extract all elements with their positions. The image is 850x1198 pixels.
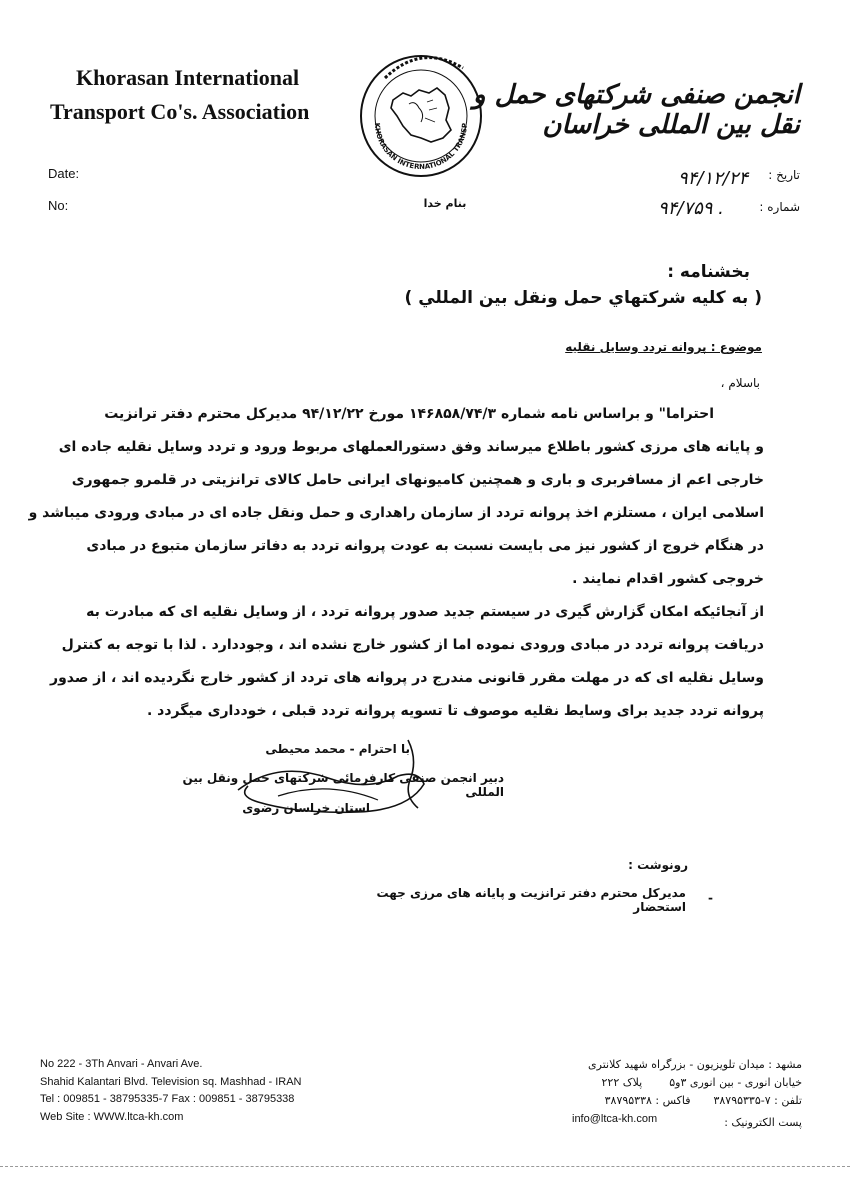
cc-label: رونوشت : [628, 858, 688, 872]
footer-fa-address2: خیابان انوری - بین انوری ۳و۵ [669, 1076, 802, 1089]
seal-text: KHORASAN INTERNATIONAL TRANSP [372, 122, 470, 172]
org-name-fa: انجمن صنفی شرکتهای حمل و نقل بین المللی خراسان [473, 80, 800, 140]
footer-en [40, 1056, 302, 1126]
footer-fa-address1: مشهد : میدان تلویزیون - بزرگراه شهید کلانتری [588, 1058, 802, 1071]
no-label-fa: شماره : [759, 200, 800, 214]
date-value: ۹۴/۱۲/۲۴ [678, 168, 749, 189]
signature-title: دبیر انجمن صنفی کارفرمائی شرکتهای حمل ونقل بین المللی [182, 771, 504, 799]
scan-edge-line [0, 1166, 850, 1168]
signature-closing: با احترام - محمد محیطی [265, 742, 410, 756]
body-line: خارجی اعم از مسافربری و باری و همچنین کامیونهای ایرانی حامل کالای ترانزیتی در قلمرو جمهوری [71, 472, 764, 488]
footer-fa-phone: ۷-۳۸۷۹۵۳۳۵ [713, 1094, 771, 1107]
footer-address-line1: No 222 - 3Th Anvari - Anvari Ave. [40, 1058, 203, 1070]
body-line: از آنجائیکه امکان گزارش گیری در سیستم جدید صدور پروانه تردد ، از وسایل نقلیه ای که مبادرت به [86, 604, 764, 620]
footer-fa-fax-label: فاکس : [651, 1094, 691, 1107]
letter-type: بخشنامه : [667, 262, 750, 282]
bismillah: بنام خدا [423, 197, 467, 210]
footer-fa-phone-row [570, 1092, 802, 1110]
body-line: و پایانه های مرزی کشور باطلاع میرساند وفق دستورالعملهای مربوط ورود و تردد وسایل نقلیه جاده ای [58, 439, 764, 455]
cc-bullet: - [708, 891, 713, 905]
body-line: دریافت پروانه تردد در مبادی ورودی نموده اما از کشور خارج نشده اند ، وجوددارد . لذا با توجه به کنترل [61, 637, 764, 653]
footer-fa-email-row [570, 1110, 802, 1128]
letter-recipient: ( به كليه شركتهاي حمل ونقل بين المللي ) [404, 288, 762, 308]
footer-email: info@ltca-kh.com [572, 1113, 658, 1125]
letter-number [658, 198, 724, 219]
footer-website: Web Site : WWW.ltca-kh.com [40, 1110, 184, 1123]
body-line: خروجی کشور اقدام نمایند . [572, 571, 764, 587]
body-line: احتراما" و براساس نامه شماره ۱۴۶۸۵۸/۷۴/۳ مورخ ۹۴/۱۲/۲۲ مدیرکل محترم دفتر ترانزیت [104, 406, 714, 422]
letter-body [28, 398, 764, 728]
date-label-fa: تاریخ : [768, 168, 800, 182]
date-label-en: Date: [48, 166, 80, 181]
footer-fa-phone-label: تلفن : [770, 1094, 802, 1107]
letter-subject: موضوع : پروانه تردد وسایل نقلیه [565, 340, 762, 354]
footer-phone: Tel : 009851 - 38795335-7 Fax : 009851 - 38795338 [40, 1093, 295, 1105]
signature-region: استان خراسان رضوی [242, 801, 370, 815]
org-name-en-line1: Khorasan International [76, 65, 300, 90]
body-line: اسلامی ایران ، مستلزم اخذ پروانه تردد از سازمان راهداری و حمل ونقل جاده ای در مبادی ورودی میباشد و [28, 505, 764, 521]
cc-item: مدیرکل محترم دفتر ترانزیت و پایانه های مرزی جهت استحضار [376, 886, 686, 914]
footer-fa-plaque: پلاک ۲۲۲ [601, 1076, 643, 1089]
letter-number-value: ۹۴/۷۵۹ [658, 198, 713, 219]
org-name-en-line2: Transport Co's. Association [50, 99, 310, 124]
greeting: باسلام ، [720, 376, 760, 390]
body-line: در هنگام خروج از کشور نیز می بایست نسبت به عودت پروانه تردد به دفاتر سازمان متبوع در مبادی [86, 538, 764, 554]
footer-fa-fax: ۳۸۷۹۵۳۳۸ [604, 1094, 652, 1107]
footer-address-line2: Shahid Kalantari Blvd. Television sq. Mashhad - IRAN [40, 1075, 302, 1088]
letter-number-prefix: . [718, 198, 724, 219]
body-line: پروانه تردد جدید برای وسایط نقلیه موصوف تا تسویه پروانه تردد قبلی ، خودداری میگردد . [146, 703, 764, 719]
body-line: وسایل نقلیه ای که در مهلت مقرر قانونی مندرج در پروانه های تردد از کشور خارج نگردیده اند ، از صدور [50, 670, 764, 686]
footer-fa-address2-row [570, 1074, 802, 1092]
footer-fa [570, 1056, 802, 1128]
no-label-en: No: [48, 198, 69, 213]
handwritten-signature [218, 730, 438, 830]
footer-email-label: پست الکترونیک : [724, 1116, 802, 1129]
